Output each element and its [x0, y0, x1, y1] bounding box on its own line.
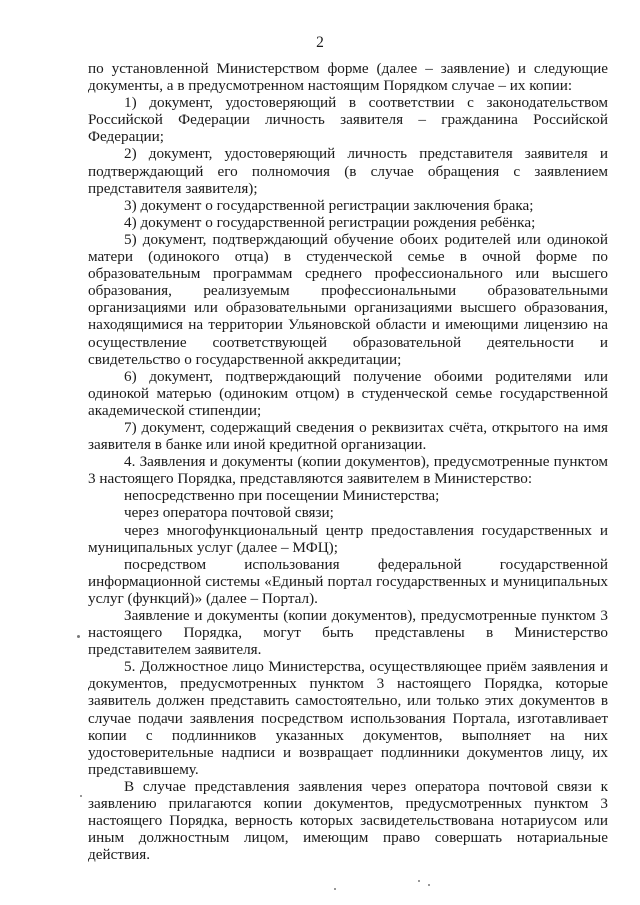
paragraph-method-in-person: непосредственно при посещении Министерства; [124, 487, 440, 505]
scan-artifact [77, 635, 80, 638]
paragraph-item-5: 5) документ, подтверждающий обучение обоих родителей или одинокой матери (одинокого отца) в студенческой семье в очной форме по образовательным программам среднего профессионального или высшего образования, реализуемым профессиональными образовательными организациями или образовательными организациями высшего образования, находящимися на территории Ульяновской области и имеющими лицензию на осуществление соответствующей образовательной деятельности и свидетельство о государственной аккредитации; [88, 230, 608, 368]
paragraph-postal-copies: В случае представления заявления через оператора почтовой связи к заявлению прилагаются копии документов, предусмотренных пунктом 3 настоящего Порядка, верность которых засвидетельствована нотариусом или иным должностным лицом, имеющим право совершать нотариальные действия. [88, 777, 608, 864]
paragraph-item-7: 7) документ, содержащий сведения о реквизитах счёта, открытого на имя заявителя в банке или иной кредитной организации. [88, 418, 608, 454]
paragraph-intro: по установленной Министерством форме (далее – заявление) и следующие документы, а в предусмотренном настоящим Порядком случае – их копии: [88, 60, 608, 95]
paragraph-item-1: 1) документ, удостоверяющий в соответствии с законодательством Российской Федерации личность заявителя – гражданина Российской Федерации; [88, 94, 608, 146]
paragraph-representative: Заявление и документы (копии документов), предусмотренные пунктом 3 настоящего Порядка, могут быть представлены в Министерство представителем заявителя. [88, 607, 608, 659]
paragraph-clause-4: 4. Заявления и документы (копии документов), предусмотренные пунктом 3 настоящего Порядка, представляются заявителем в Министерство: [88, 453, 608, 488]
scan-artifact [80, 795, 82, 797]
scan-artifact [428, 884, 430, 886]
paragraph-item-4: 4) документ о государственной регистрации рождения ребёнка; [124, 213, 536, 231]
paragraph-item-6: 6) документ, подтверждающий получение обоими родителями или одинокой матерью (одиноким отцом) в студенческой семье государственной академической стипендии; [88, 367, 608, 419]
scan-artifact [418, 880, 420, 882]
paragraph-method-mfc: через многофункциональный центр предоставления государственных и муниципальных услуг (далее – МФЦ); [88, 521, 608, 556]
document-body [88, 60, 608, 863]
page-number: 2 [316, 34, 324, 51]
paragraph-method-post: через оператора почтовой связи; [124, 504, 334, 522]
scan-artifact [334, 888, 336, 890]
paragraph-clause-5: 5. Должностное лицо Министерства, осуществляющее приём заявления и документов, предусмотренных пунктом 3 настоящего Порядка, которые заявитель должен представить самостоятельно, или только этих документов в случае подачи заявления посредством использования Портала, изготавливает копии с подлинников указанных документов, выполняет на них удостоверительные надписи и возвращает подлинники документов лицу, их представившему. [88, 658, 608, 778]
paragraph-item-3: 3) документ о государственной регистрации заключения брака; [124, 196, 534, 214]
paragraph-method-portal: посредством использования федеральной государственной информационной системы «Единый портал государственных и муниципальных услуг (функций)» (далее – Портал). [88, 555, 608, 607]
paragraph-item-2: 2) документ, удостоверяющий личность представителя заявителя и подтверждающий его полномочия (в случае обращения с заявлением представителя заявителя); [88, 145, 608, 197]
